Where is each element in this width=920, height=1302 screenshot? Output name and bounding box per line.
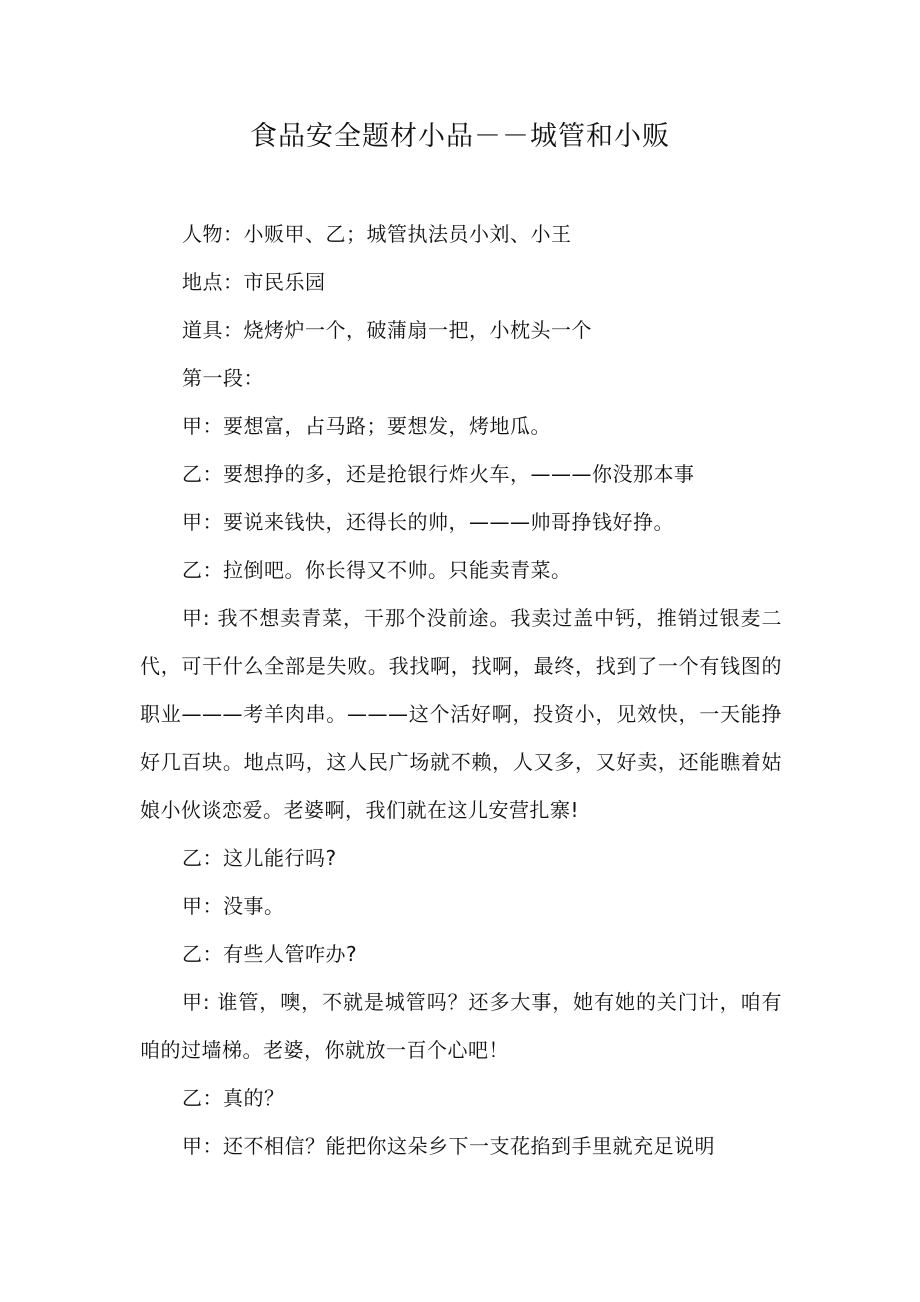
document-body bbox=[140, 210, 782, 1170]
document-title: 食品安全题材小品－－城管和小贩 bbox=[250, 121, 670, 152]
dialogue-line: 甲：要说来钱快，还得长的帅，———帅哥挣钱好挣。 bbox=[182, 510, 674, 534]
dialogue-line: 甲：没事。 bbox=[182, 894, 285, 918]
dialogue-line: 甲: 我不想卖青菜，干那个没前途。我卖过盖中钙，推销过银麦二代，可干什么全部是失败。我找啊，找啊，最终，找到了一个有钱图的职业———考羊肉串。———这个活好啊，投资小，见效快，一天能挣好几百块。地点吗，这人民广场就不赖，人又多，又好卖，还能瞧着姑娘小伙谈恋爱。老婆啊，我们就在这儿安营扎寨! bbox=[140, 606, 782, 822]
dialogue-line: 甲：还不相信？能把你这朵乡下一支花掐到手里就充足说明 bbox=[182, 1134, 715, 1158]
dialogue-line: 乙：拉倒吧。你长得又不帅。只能卖青菜。 bbox=[182, 558, 572, 582]
dialogue-line: 乙：真的？ bbox=[182, 1086, 285, 1110]
paragraph-location: 地点：市民乐园 bbox=[182, 270, 326, 294]
dialogue-line: 甲: 谁管，噢，不就是城管吗？还多大事，她有她的关门计，咱有咱的过墙梯。老婆，你就放一百个心吧！ bbox=[140, 990, 782, 1062]
dialogue-line: 乙：有些人管咋办? bbox=[182, 942, 358, 966]
paragraph-section-heading: 第一段： bbox=[182, 366, 264, 390]
dialogue-line: 甲：要想富，占马路；要想发，烤地瓜。 bbox=[182, 414, 551, 438]
paragraph-characters: 人物：小贩甲、乙；城管执法员小刘、小王 bbox=[182, 222, 572, 246]
dialogue-line: 乙：这儿能行吗? bbox=[182, 846, 337, 870]
paragraph-props: 道具：烧烤炉一个，破蒲扇一把，小枕头一个 bbox=[182, 318, 592, 342]
dialogue-line: 乙：要想挣的多，还是抢银行炸火车，———你没那本事 bbox=[182, 462, 695, 486]
